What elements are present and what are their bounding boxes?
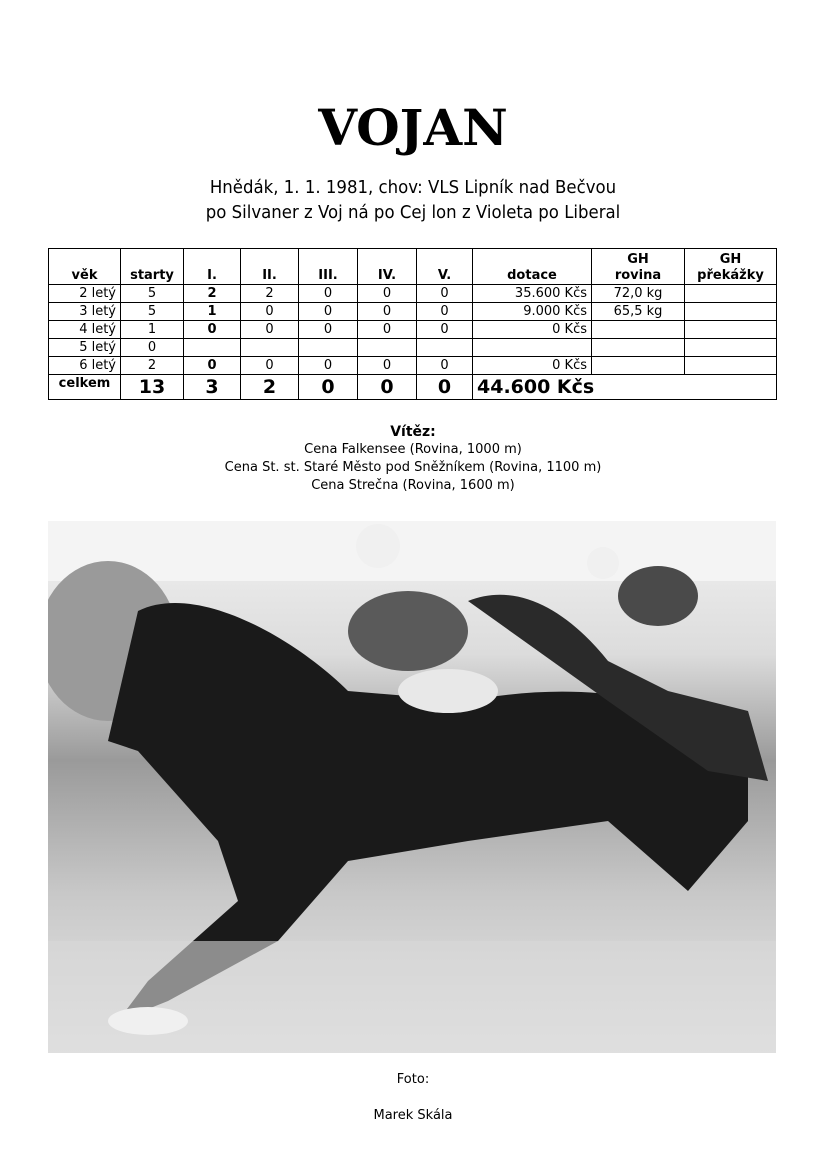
table-header (49, 249, 777, 285)
winner-item: Cena Falkensee (Rovina, 1000 m) (304, 442, 522, 457)
col-header: V. (417, 249, 473, 285)
table-cell: 9.000 Kčs (473, 303, 592, 321)
table-cell (592, 321, 685, 339)
table-cell: 2 (184, 285, 241, 303)
photographer: Marek Skála (373, 1108, 453, 1123)
col-header: II. (241, 249, 299, 285)
header-line: překážky (697, 268, 764, 283)
col-header-gh-rovina (592, 249, 685, 285)
table-cell: 1 (121, 321, 184, 339)
table-cell: 1 (184, 303, 241, 321)
horse-race-photo-illustration (48, 521, 776, 1053)
table-cell: 0 (299, 303, 358, 321)
table-cell: 2 letý (49, 285, 121, 303)
table-cell: 65,5 kg (592, 303, 685, 321)
table-cell (473, 339, 592, 357)
total-cell: 0 (417, 375, 473, 400)
col-header-gh-prekazky (685, 249, 777, 285)
total-cell: 3 (184, 375, 241, 400)
col-header: starty (121, 249, 184, 285)
table-cell: 0 Kčs (473, 321, 592, 339)
header-line: GH (719, 252, 742, 267)
table-cell (241, 339, 299, 357)
table-cell (592, 357, 685, 375)
table-cell: 4 letý (49, 321, 121, 339)
table-cell: 0 (299, 321, 358, 339)
table-cell: 5 (121, 303, 184, 321)
table-cell: 0 (417, 357, 473, 375)
table-row (49, 285, 777, 303)
table-row (49, 321, 777, 339)
table-cell: 0 (241, 303, 299, 321)
table-cell: 5 letý (49, 339, 121, 357)
table-cell: 0 (121, 339, 184, 357)
table-cell: 3 letý (49, 303, 121, 321)
table-cell: 0 (417, 303, 473, 321)
table-cell: 6 letý (49, 357, 121, 375)
table-cell: 0 (299, 357, 358, 375)
winner-item: Cena St. st. Staré Město pod Sněžníkem (Rovina, 1100 m) (224, 460, 602, 475)
table-cell (358, 339, 417, 357)
table-cell: 0 (184, 321, 241, 339)
total-row (49, 375, 777, 400)
table-cell: 0 (417, 321, 473, 339)
table-cell: 0 (184, 357, 241, 375)
winners-heading: Vítěz: (390, 424, 436, 440)
table-cell (417, 339, 473, 357)
table-cell: 0 (299, 285, 358, 303)
race-stats-table (48, 248, 777, 400)
table-row (49, 339, 777, 357)
table-cell: 5 (121, 285, 184, 303)
col-header: věk (49, 249, 121, 285)
table-cell: 0 Kčs (473, 357, 592, 375)
table-cell (299, 339, 358, 357)
table-cell (685, 321, 777, 339)
race-photo (48, 521, 776, 1053)
col-header: I. (184, 249, 241, 285)
table-cell: 0 (358, 321, 417, 339)
photo-label: Foto: (396, 1072, 430, 1087)
table-cell: 72,0 kg (592, 285, 685, 303)
table-cell: 2 (241, 285, 299, 303)
total-cell: 2 (241, 375, 299, 400)
table-row (49, 303, 777, 321)
total-prize: 44.600 Kčs (473, 375, 777, 400)
header-line: rovina (614, 268, 662, 283)
col-header: IV. (358, 249, 417, 285)
table-cell: 0 (358, 303, 417, 321)
table-cell: 0 (241, 321, 299, 339)
pedigree: po Silvaner z Voj ná po Cej lon z Violeta po Liberal (205, 202, 621, 223)
total-cell: 0 (358, 375, 417, 400)
horse-name: VOJAN (318, 98, 508, 157)
winners-section (0, 423, 826, 495)
table-cell (685, 285, 777, 303)
table-cell: 2 (121, 357, 184, 375)
winner-item: Cena Strečna (Rovina, 1600 m) (311, 478, 515, 493)
table-cell (685, 357, 777, 375)
table-cell (685, 303, 777, 321)
total-cell: 0 (299, 375, 358, 400)
horse-info: Hnědák, 1. 1. 1981, chov: VLS Lipník nad Bečvou (209, 177, 617, 198)
col-header: dotace (473, 249, 592, 285)
total-cell: 13 (121, 375, 184, 400)
table-cell (685, 339, 777, 357)
table-cell: 0 (358, 357, 417, 375)
table-cell (184, 339, 241, 357)
col-header: III. (299, 249, 358, 285)
table-row (49, 357, 777, 375)
header-line: GH (627, 252, 649, 267)
table-cell: 0 (358, 285, 417, 303)
total-label: celkem (49, 375, 121, 400)
table-cell (592, 339, 685, 357)
table-cell: 0 (417, 285, 473, 303)
table-cell: 0 (241, 357, 299, 375)
table-cell: 35.600 Kčs (473, 285, 592, 303)
